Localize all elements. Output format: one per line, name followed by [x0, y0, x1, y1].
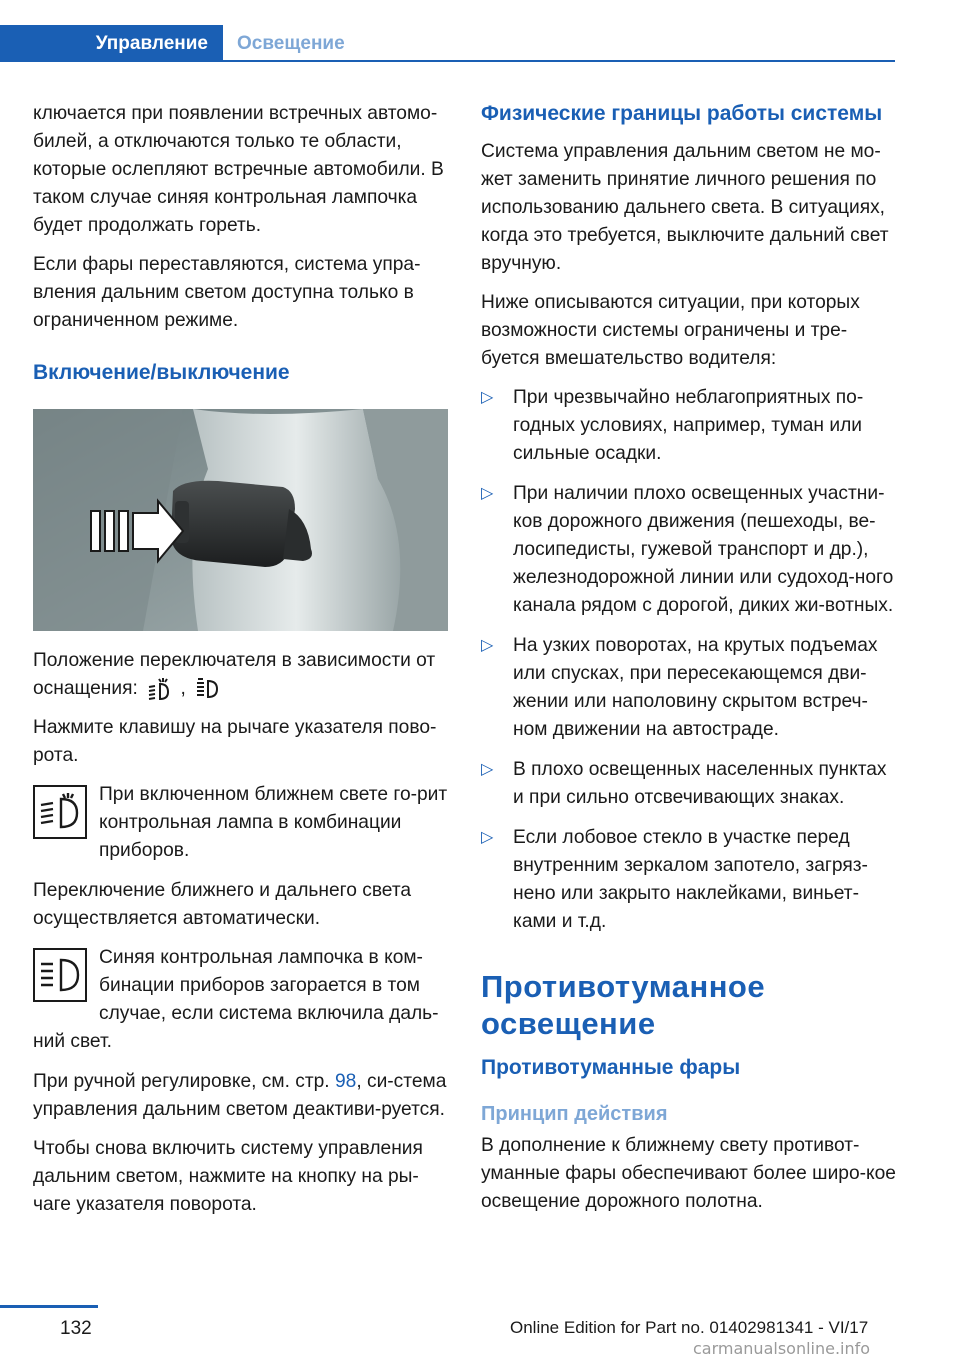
switch-separator: ,: [180, 678, 186, 699]
tab-lighting[interactable]: Освещение: [237, 33, 345, 54]
manual-adjust-text-a: При ручной регулировке, см. стр.: [33, 1071, 330, 1092]
paragraph-reactivate: Чтобы снова включить систему управления дальним светом, нажмите на кнопку на ры-чаге указателя поворота.: [33, 1138, 423, 1215]
bullet-triangle-icon: ▷: [481, 761, 494, 778]
paragraph-manual-adjust: [33, 1068, 448, 1124]
list-item-text: В плохо освещенных населенных пунктах и при сильно отсвечивающих знаках.: [513, 759, 887, 808]
list-item-text: При наличии плохо освещенных участни-ков дорожного движения (пешеходы, ве-лосипедисты, гужевой транспорт и др.), железнодорожной линии или судоход-ного канала рядом с дорогой, диких жи-вотных.: [513, 483, 894, 616]
bullet-triangle-icon: ▷: [481, 389, 494, 406]
paragraph-principle: В дополнение к ближнему свету противот-уманные фары обеспечивают более широ-кое освещение дорожного полотна.: [481, 1135, 896, 1212]
page-number: 132: [60, 1318, 92, 1339]
left-column: [33, 100, 448, 1230]
tab-control[interactable]: Управление: [0, 25, 223, 62]
paragraph-switch-position: [33, 647, 448, 703]
list-item: [481, 632, 896, 744]
list-item-text: Если лобовое стекло в участке перед внутренним зеркалом запотело, загряз-нено или закрыто наклейками, виньет-ками и т.д.: [513, 827, 868, 932]
low-beam-indicator-block: [33, 781, 448, 865]
paragraph-headlight-adjust: Если фары переставляются, система упра-вления дальним светом доступна только в ограниченном режиме.: [33, 254, 421, 331]
bullet-triangle-icon: ▷: [481, 637, 494, 654]
switch-position-text: Положение переключателя в зависимости от оснащения:: [33, 650, 436, 699]
page-header: [0, 25, 895, 62]
paragraph-limits: Система управления дальним светом не мо-жет заменить принятие личного решения по использованию дальнего света. В ситуациях, когда это требуется, выключите дальний свет вручную.: [481, 141, 889, 274]
high-beam-assist-icon: [146, 677, 172, 701]
low-beam-indicator-icon: [33, 785, 87, 839]
list-item: [481, 824, 896, 936]
manual-adjust-text-b: , си-стема управления дальним светом деактиви-руется.: [33, 1071, 447, 1120]
high-beam-indicator-icon: [33, 948, 87, 1002]
paragraph-situations: Ниже описываются ситуации, при которых возможности системы ограничены и тре-буется вмешательство водителя:: [481, 292, 860, 369]
list-item: [481, 756, 896, 812]
heading-fog-lighting: Противотуманное освещение: [481, 969, 766, 1041]
list-item: [481, 384, 896, 468]
heading-principle: Принцип действия: [481, 1103, 668, 1125]
list-item-text: На узких поворотах, на крутых подъемах или спусках, при пересекающемся дви-жении или наполовину скрытом встреч-ном движении на автостраде.: [513, 635, 878, 740]
heading-fog-lights: Противотуманные фары: [481, 1056, 741, 1079]
high-beam-indicator-block: [33, 944, 448, 1056]
bullet-triangle-icon: ▷: [481, 829, 494, 846]
paragraph-auto-switch: Переключение ближнего и дальнего света осуществляется автоматически.: [33, 880, 412, 929]
turn-signal-lever-photo: [33, 409, 448, 631]
page-ref-link[interactable]: 98: [334, 1071, 357, 1092]
heading-system-limits: Физические границы работы системы: [481, 102, 883, 125]
watermark: carmanualsonline.info: [693, 1339, 871, 1358]
bullet-triangle-icon: ▷: [481, 485, 494, 502]
edition-note: Online Edition for Part no. 01402981341 - VI/17: [510, 1318, 869, 1337]
paragraph-continuation: ключается при появлении встречных автомо-билей, а отключаются только те области, которые ослепляют встречные автомобили. В таком случае синяя контрольная лампочка будет продолжать гореть.: [33, 103, 444, 236]
list-item: [481, 480, 896, 620]
right-column: [481, 100, 896, 1227]
paragraph-press-button: Нажмите клавишу на рычаге указателя пово-рота.: [33, 717, 437, 766]
high-beam-auto-icon: [194, 677, 220, 701]
heading-on-off: Включение/выключение: [33, 361, 290, 384]
high-beam-indicator-text: Синяя контрольная лампочка в ком-бинации приборов загорается в том случае, если система включила даль-: [99, 947, 439, 1024]
lever-illustration: [33, 409, 448, 631]
situations-list: [481, 384, 896, 936]
low-beam-indicator-text: При включенном ближнем свете го-рит контрольная лампа в комбинации приборов.: [99, 784, 448, 861]
high-beam-indicator-text-tail: ний свет.: [33, 1031, 112, 1052]
list-item-text: При чрезвычайно неблагоприятных по-годных условиях, например, туман или сильные осадки.: [513, 387, 864, 464]
footer-rule: [0, 1305, 98, 1308]
